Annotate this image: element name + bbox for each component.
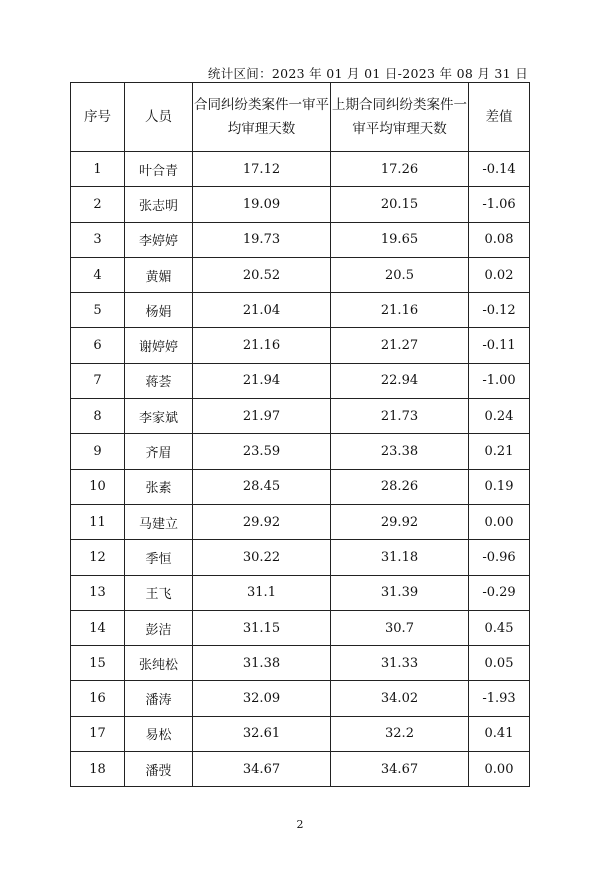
header-difference: 差值 [469,83,530,152]
cell-index: 11 [71,504,125,539]
cell-name: 谢婷婷 [125,328,193,363]
cell-current-average: 21.97 [193,399,331,434]
header-index: 序号 [71,83,125,152]
table-row [71,434,530,469]
statistics-period-caption: 统计区间：2023 年 01 月 01 日-2023 年 08 月 31 日 [207,66,528,81]
table-row [71,257,530,292]
cell-difference: 0.45 [469,610,530,645]
header-name: 人员 [125,83,193,152]
table-row [71,152,530,187]
cell-previous-average: 20.15 [331,187,469,222]
cell-difference: 0.19 [469,469,530,504]
cell-name: 黄媚 [125,257,193,292]
cell-difference: 0.05 [469,646,530,681]
cell-difference: -1.93 [469,681,530,716]
table-body [71,152,530,787]
cell-index: 13 [71,575,125,610]
cell-name: 杨娟 [125,293,193,328]
cell-current-average: 32.09 [193,681,331,716]
cell-index: 18 [71,752,125,787]
cell-current-average: 32.61 [193,716,331,751]
table-row [71,681,530,716]
cell-difference: 0.21 [469,434,530,469]
cell-index: 15 [71,646,125,681]
cell-name: 季恒 [125,540,193,575]
cell-index: 6 [71,328,125,363]
cell-difference: 0.08 [469,222,530,257]
cell-difference: 0.02 [469,257,530,292]
cell-current-average: 19.73 [193,222,331,257]
cell-name: 李婷婷 [125,222,193,257]
table-row [71,575,530,610]
cell-current-average: 31.15 [193,610,331,645]
cell-current-average: 28.45 [193,469,331,504]
cell-previous-average: 34.67 [331,752,469,787]
table-row [71,716,530,751]
table-row [71,610,530,645]
header-previous-average: 上期合同纠纷类案件一审平均审理天数 [331,83,469,152]
cell-difference: 0.41 [469,716,530,751]
cell-name: 潘弢 [125,752,193,787]
cell-difference: -0.12 [469,293,530,328]
cell-index: 4 [71,257,125,292]
table-row [71,363,530,398]
table-row [71,187,530,222]
cell-index: 14 [71,610,125,645]
cell-previous-average: 19.65 [331,222,469,257]
cell-previous-average: 34.02 [331,681,469,716]
cell-current-average: 34.67 [193,752,331,787]
cell-difference: -1.00 [469,363,530,398]
cell-index: 7 [71,363,125,398]
cell-current-average: 21.94 [193,363,331,398]
cell-index: 16 [71,681,125,716]
cell-name: 蒋荟 [125,363,193,398]
cell-previous-average: 22.94 [331,363,469,398]
cell-name: 李家斌 [125,399,193,434]
cell-previous-average: 29.92 [331,504,469,539]
cell-current-average: 17.12 [193,152,331,187]
page-number: 2 [296,818,304,831]
cell-current-average: 31.38 [193,646,331,681]
cell-current-average: 29.92 [193,504,331,539]
cell-index: 1 [71,152,125,187]
cell-current-average: 21.04 [193,293,331,328]
table-row [71,752,530,787]
table-row [71,469,530,504]
cell-difference: -0.11 [469,328,530,363]
cell-previous-average: 30.7 [331,610,469,645]
cell-current-average: 20.52 [193,257,331,292]
table-row [71,399,530,434]
table-row [71,222,530,257]
cell-previous-average: 17.26 [331,152,469,187]
cell-previous-average: 20.5 [331,257,469,292]
cell-difference: -0.96 [469,540,530,575]
cell-previous-average: 21.73 [331,399,469,434]
cell-index: 12 [71,540,125,575]
cell-previous-average: 32.2 [331,716,469,751]
cell-previous-average: 31.18 [331,540,469,575]
cell-index: 8 [71,399,125,434]
cell-index: 3 [71,222,125,257]
cell-name: 张志明 [125,187,193,222]
trial-days-table [70,82,530,787]
cell-difference: -1.06 [469,187,530,222]
cell-name: 张纯松 [125,646,193,681]
table-row [71,646,530,681]
cell-name: 马建立 [125,504,193,539]
cell-name: 王飞 [125,575,193,610]
cell-previous-average: 28.26 [331,469,469,504]
cell-previous-average: 21.16 [331,293,469,328]
cell-current-average: 19.09 [193,187,331,222]
cell-previous-average: 23.38 [331,434,469,469]
cell-previous-average: 21.27 [331,328,469,363]
cell-current-average: 21.16 [193,328,331,363]
cell-previous-average: 31.33 [331,646,469,681]
table-row [71,540,530,575]
cell-current-average: 30.22 [193,540,331,575]
cell-difference: -0.14 [469,152,530,187]
table-row [71,293,530,328]
cell-current-average: 23.59 [193,434,331,469]
cell-difference: 0.00 [469,504,530,539]
cell-previous-average: 31.39 [331,575,469,610]
cell-difference: 0.24 [469,399,530,434]
cell-index: 17 [71,716,125,751]
cell-name: 张素 [125,469,193,504]
header-current-average: 合同纠纷类案件一审平均审理天数 [193,83,331,152]
cell-difference: -0.29 [469,575,530,610]
table-row [71,504,530,539]
cell-current-average: 31.1 [193,575,331,610]
cell-index: 9 [71,434,125,469]
cell-difference: 0.00 [469,752,530,787]
table-header-row [71,83,530,152]
cell-name: 潘涛 [125,681,193,716]
cell-index: 5 [71,293,125,328]
table-row [71,328,530,363]
cell-name: 叶合青 [125,152,193,187]
cell-name: 易松 [125,716,193,751]
cell-name: 彭洁 [125,610,193,645]
cell-index: 10 [71,469,125,504]
cell-index: 2 [71,187,125,222]
cell-name: 齐眉 [125,434,193,469]
